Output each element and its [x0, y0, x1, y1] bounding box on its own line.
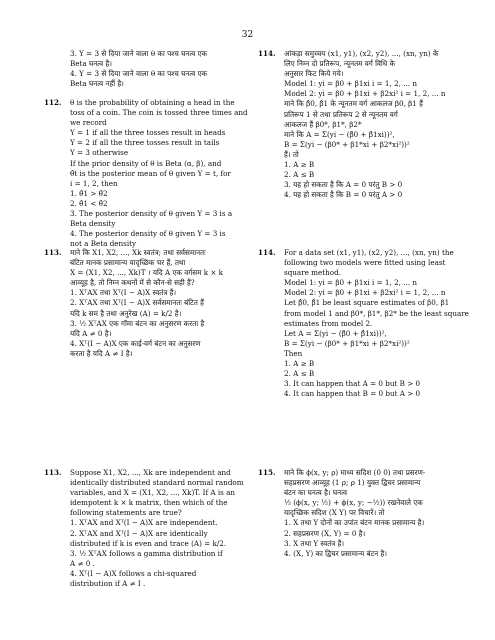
text-line: 4. Xᵀ(I − A)X follows a chi-squared [70, 568, 197, 578]
text-line: 1. XᵀAX and Xᵀ(I − A)X are independent. [70, 518, 218, 528]
text-line: Y = 3 otherwise [70, 148, 129, 158]
text-line: Then [284, 348, 303, 358]
text-line: Beta density [70, 219, 116, 229]
text-line: यादृच्छिक सदिश (X Y) पर विचारें। तो [284, 508, 385, 518]
text-line: सहप्रसरण आव्यूह (1 ρ; ρ 1) युक्त द्विचर प्रसामान्य [284, 478, 421, 488]
text-line: 3. ½ XᵀAX follows a gamma distribution if [70, 548, 223, 558]
question-113-hindi [44, 248, 256, 359]
text-line: 2. A ≤ B [284, 170, 315, 180]
question-number: 115. [258, 468, 276, 477]
text-line: X = (X1, X2, ..., Xk)T । यदि A एक वर्गसम k × k [70, 268, 223, 278]
text-line: बंटन का घनत्व है। घनत्व [284, 488, 348, 498]
question-number: 112. [44, 98, 62, 107]
text-line: θ is the probability of obtaining a head in the [70, 98, 235, 107]
question-112-body [70, 98, 256, 249]
text-line: 2. XᵀAX and Xᵀ(I − A)X are identically [70, 528, 208, 538]
question-number: 114. [258, 248, 276, 257]
text-line: Model 1: yi = β0 + β1xi i = 1, 2, ... n [284, 278, 417, 288]
text-line: square method. [284, 268, 341, 278]
text-line: 4. (X, Y) का द्विचर प्रसामान्य बंटन है। [284, 548, 387, 558]
text-line: θ̂t is the posterior mean of θ given Y = t, for [70, 168, 231, 178]
text-line: Y = 1 if all the three tosses result in heads [70, 128, 226, 138]
text-line: Let A = Σ(yi − (β̂0 + β̂1xi))², [284, 328, 387, 338]
question-114-english-body [284, 248, 468, 399]
text-line: माने कि A = Σ(yi − (β̂0 + β̂1xi))², [284, 129, 395, 139]
text-line: Beta घनत्व नहीं है। [70, 79, 124, 89]
text-line: For a data set (x1, y1), (x2, y2), ..., (xn, yn) the [284, 248, 454, 257]
question-115-hindi [258, 468, 468, 559]
text-line: Y = 2 if all the three tosses result in tails [70, 138, 220, 148]
text-line: identically distributed standard normal random [70, 478, 244, 488]
question-115-hindi-body [284, 468, 468, 559]
text-line: 4. Xᵀ(I − A)X एक काई-वर्ग बंटन का अनुसरण [70, 338, 201, 348]
text-line: i = 1, 2, then [70, 178, 118, 188]
text-line: Suppose X1, X2, ..., Xk are independent and [70, 468, 231, 477]
question-number: 113. [44, 248, 62, 257]
text-line: following two models were fitted using least [284, 258, 446, 268]
text-line: लिए निम्न दो प्रतिरूप, न्यूनतम वर्ग विधि के [284, 59, 396, 69]
text-line: करता है यदि A ≠ I है। [70, 348, 133, 358]
text-line: आंकड़ा समुच्चय (x1, y1), (x2, y2), ..., (xn, yn) के [284, 49, 439, 58]
text-line: 3. Y = 3 से दिया जाने वाला θ का पश्च घनत्व एक [70, 49, 208, 58]
text-line: यदि A ≠ 0 है। [70, 328, 112, 338]
question-114-hindi-body [284, 49, 468, 200]
text-line: माने कि β̂0, β̂1 के न्यूनतम वर्ग आकलज β0, β1 हैं [284, 99, 423, 109]
text-line: अनुसार फिट किये गये। [284, 69, 344, 79]
question-114-english [258, 248, 468, 399]
text-line: 3. ½ XᵀAX एक गॉमा बंटन का अनुसरण करता है [70, 318, 205, 328]
text-line: estimates from model 2. [284, 318, 373, 328]
text-line: not a Beta density [70, 239, 137, 249]
question-number: 114. [258, 49, 276, 58]
text-line: 2. XᵀAX तथा Xᵀ(I − A)X सर्वसमानतः बंटित हैं [70, 298, 204, 308]
text-line: यदि k सम है तथा अनुरेख (A) = k/2 है। [70, 308, 182, 318]
text-line: from model 1 and β0*, β1*, β2* be the least square [284, 308, 469, 318]
text-line: 2. A ≤ B [284, 369, 315, 379]
text-line: B = Σ(yi − (β0* + β1*xi + β2*xi²))² [284, 139, 410, 149]
text-line: 4. The posterior density of θ given Y = 3 is [70, 229, 226, 239]
text-line: 3. यह हो सकता है कि A = 0 परंतु B > 0 [284, 180, 403, 190]
text-line: 4. It can happen that B = 0 but A > 0 [284, 389, 421, 399]
text-line: Model 2: yi = β0 + β1xi + β2xi² i = 1, 2, ... n [284, 89, 446, 99]
text-line: ½ (ϕ(x, y; ½) + ϕ(x, y; −½)) रखनेवाले एक [284, 498, 423, 508]
text-line: 2. θ̂1 < θ̂2 [70, 198, 108, 208]
text-line: आकलज हैं β0*, β1*, β2* [284, 119, 362, 129]
text-line: 2. सहप्रसरण (X, Y) = 0 है। [284, 528, 366, 538]
text-line: माने कि ϕ(x, y; ρ) माध्य सदिश (0 0) तथा प्रसरण- [284, 468, 426, 477]
question-114-hindi [258, 49, 468, 200]
text-line: If the prior density of θ is Beta (α, β), and [70, 158, 222, 168]
question-113-hindi-body [70, 248, 256, 359]
text-line: बंटित मानक प्रसामान्य यादृच्छिक चर हैं, तथा [70, 258, 186, 268]
text-line: माने कि X1, X2, ..., Xk स्वतंत्र; तथा सर्वसमानतः [70, 248, 206, 257]
text-line: A ≠ 0 . [70, 558, 95, 568]
text-line: idempotent k × k matrix, then which of the [70, 498, 228, 508]
text-line: toss of a coin. The coin is tossed three times and [70, 108, 248, 118]
text-line: Model 2: yi = β0 + β1xi + β2xi² i = 1, 2, ... n [284, 288, 446, 298]
text-line: distributed if k is even and trace (A) = k/2. [70, 538, 227, 548]
text-line: Beta घनत्व है। [70, 59, 112, 69]
text-line: 3. It can happen that A = 0 but B > 0 [284, 379, 421, 389]
text-line: 3. The posterior density of θ given Y = 3 is a [70, 209, 233, 219]
text-line: variables, and X = (X1, X2, ..., Xk)T. If A is an [70, 488, 236, 498]
page-number: 32 [241, 30, 254, 40]
text-line: 1. A ≥ B [284, 359, 315, 369]
text-line: हैं। तो [284, 149, 299, 159]
text-line: 3. X तथा Y स्वतंत्र हैं। [284, 538, 345, 548]
question-number: 113. [44, 468, 62, 477]
question-112 [44, 98, 256, 249]
text-line: 1. θ̂1 > θ̂2 [70, 188, 108, 198]
q111-tail [44, 49, 256, 89]
text-line: प्रतिरूप 1 से तथा प्रतिरूप 2 से न्यूनतम वर्ग [284, 109, 398, 119]
text-line: आव्यूह है, तो निम्न कथनों में से कौन-से सही हैं? [70, 278, 195, 288]
text-line: Model 1: yi = β0 + β1xi i = 1, 2, ... n [284, 79, 417, 89]
text-line: we record [70, 118, 107, 128]
question-113-english [44, 468, 256, 589]
text-line: 1. X तथा Y दोनों का उपांत बंटन मानक प्रसामान्य है। [284, 518, 425, 528]
q111-options [70, 49, 256, 89]
text-line: 4. Y = 3 से दिया जाने वाला θ का पश्च घनत्व एक [70, 69, 208, 79]
text-line: 1. A ≥ B [284, 160, 315, 170]
text-line: 4. यह हो सकता है कि B = 0 परंतु A > 0 [284, 190, 403, 200]
text-line: following statements are true? [70, 508, 182, 518]
text-line: 1. XᵀAX तथा Xᵀ(I − A)X स्वतंत्र हैं। [70, 288, 177, 298]
text-line: B = Σ(yi − (β0* + β1*xi + β2*xi²))² [284, 338, 410, 348]
text-line: distribution if A ≠ I . [70, 579, 146, 589]
question-113-english-body [70, 468, 256, 589]
text-line: Let β̂0, β̂1 be least square estimates of β0, β1 [284, 298, 450, 308]
